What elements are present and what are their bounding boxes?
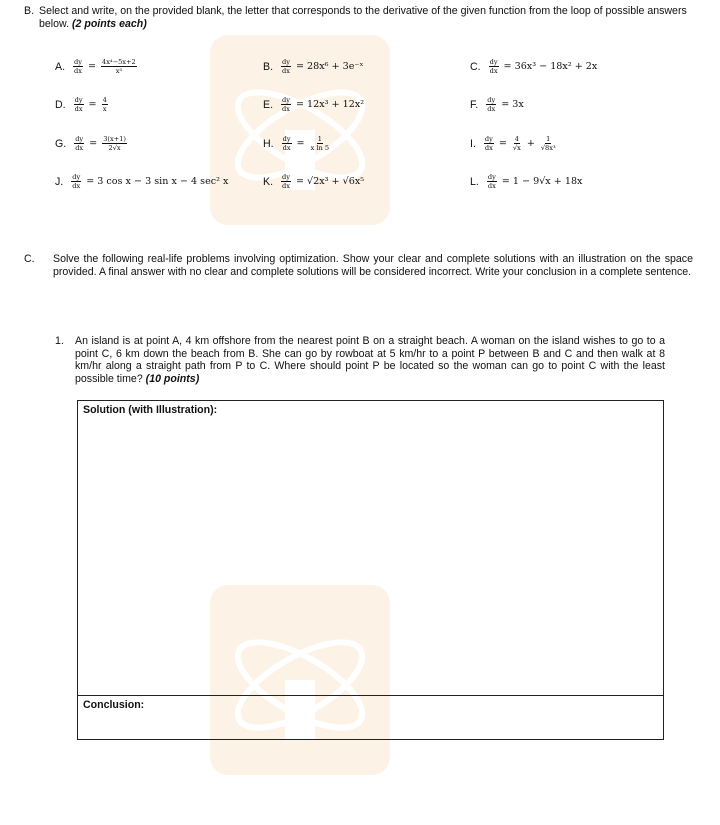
answer-fraction-2: $\frac{1}{\text{√8x³}}$ (540, 135, 556, 152)
choice-e (263, 96, 364, 113)
dydx-fraction: $\frac{dy}{dx}$ (282, 58, 290, 75)
section-c-instruction: Solve the following real-life problems involving optimization. Show your clear and complete solutions with an illustration on the space provided. A final answer with no clear and complete solutions will be considered incorrect. Write your conclusion in a complete sentence. (53, 253, 693, 278)
choice-i (470, 135, 559, 152)
answer-terms: 1 − 9√x + 18x (512, 176, 583, 187)
choice-expression: $\frac{dy}{dx}$ = $\frac{4}{x}$ (74, 96, 107, 113)
section-b-points: (2 points each) (72, 18, 147, 30)
answer-terms: 3x (512, 99, 524, 110)
answer-terms: 3 cos x − 3 sin x − 4 sec² x (97, 176, 229, 187)
choice-expression: $\frac{dy}{dx}$ = 3x (487, 96, 524, 113)
choice-k (263, 173, 364, 190)
dydx-fraction: $\frac{dy}{dx}$ (74, 96, 83, 113)
choice-j (55, 173, 228, 190)
choice-letter: D. (55, 98, 66, 111)
choice-g (55, 135, 129, 152)
answer-terms: √2x³ + √6x⁵ (307, 176, 365, 187)
dydx-fraction: $\frac{dy}{dx}$ (487, 173, 496, 190)
box-divider (78, 695, 663, 696)
choice-expression: $\frac{dy}{dx}$ = 1 − 9√x + 18x (487, 173, 583, 190)
solution-label: Solution (with Illustration): (83, 404, 218, 416)
dydx-fraction: $\frac{dy}{dx}$ (282, 96, 290, 113)
choice-expression: $\frac{dy}{dx}$ = $\frac{3(x+1)}{2√x}$ (75, 135, 126, 152)
choice-expression: $\frac{dy}{dx}$ = 12x³ + 12x² (282, 96, 365, 113)
answer-fraction: $\frac{4}{x}$ (102, 96, 107, 113)
choice-h (263, 135, 332, 152)
answer-box[interactable] (77, 400, 664, 740)
choice-expression: $\frac{dy}{dx}$ = 3 cos x − 3 sin x − 4 sec² x (72, 173, 229, 190)
dydx-fraction: $\frac{dy}{dx}$ (487, 96, 496, 113)
choice-expression: $\frac{dy}{dx}$ = √2x³ + √6x⁵ (282, 173, 365, 190)
answer-terms: 36x³ − 18x² + 2x (514, 61, 598, 72)
choice-letter: C. (470, 60, 481, 73)
choice-expression: $\frac{dy}{dx}$ = $\frac{4}{√x}$ + $\frac{1}{\text{√8x³}}$ (484, 135, 556, 152)
choice-c (470, 58, 597, 75)
answer-terms: 12x³ + 12x² (307, 99, 365, 110)
section-b-letter: B. (24, 5, 35, 17)
section-b-instruction (39, 5, 699, 31)
problem-points: (10 points) (145, 372, 200, 385)
choice-expression: $\frac{dy}{dx}$ = 28x⁶ + 3e⁻ˣ (282, 58, 364, 75)
section-b-instruction-text: Select and write, on the provided blank, the letter that corresponds to the derivative of the given function from the loop of possible answers below. (39, 5, 687, 30)
choice-expression: $\frac{dy}{dx}$ = 36x³ − 18x² + 2x (489, 58, 598, 75)
answer-fraction: $\frac{4}{√x}$ (512, 135, 521, 152)
choice-expression: $\frac{dy}{dx}$ = $\frac{1}{\text{x ln 5}}$ (282, 135, 330, 152)
choice-l (470, 173, 582, 190)
choice-d (55, 96, 110, 113)
choice-b (263, 58, 364, 75)
dydx-fraction: $\frac{dy}{dx}$ (484, 135, 493, 152)
section-c-letter: C. (24, 253, 35, 265)
problem-text (75, 335, 665, 385)
choice-letter: B. (263, 60, 274, 73)
dydx-fraction: $\frac{dy}{dx}$ (489, 58, 498, 75)
dydx-fraction: $\frac{dy}{dx}$ (72, 173, 81, 190)
choice-letter: F. (470, 98, 479, 111)
choice-f (470, 96, 524, 113)
answer-fraction: $\frac{\text{4x⁴−5x+2}}{\text{x³}}$ (102, 58, 136, 75)
dydx-fraction: $\frac{dy}{dx}$ (74, 58, 82, 75)
dydx-fraction: $\frac{dy}{dx}$ (282, 173, 290, 190)
problem-statement: An island is at point A, 4 km offshore from the nearest point B on a straight beach. A woman on the island wishes to go to a point C, 6 km down the beach from B. She can go by rowboat at 5 km/hr to a point P between B and C and then walk at 8 km/hr along a straight path from P to C. Where should point P be located so the woman can go to point C with the least possible time? (75, 335, 665, 385)
answer-fraction: $\frac{1}{\text{x ln 5}}$ (310, 135, 330, 152)
dydx-fraction: $\frac{dy}{dx}$ (282, 135, 291, 152)
choice-letter: K. (263, 175, 274, 188)
conclusion-label: Conclusion: (83, 699, 145, 711)
choice-letter: E. (263, 98, 274, 111)
choice-letter: G. (55, 137, 67, 150)
choice-letter: I. (470, 137, 476, 150)
choice-letter: A. (55, 60, 66, 73)
choice-letter: L. (470, 175, 479, 188)
choice-expression: $\frac{dy}{dx}$ = $\frac{\text{4x⁴−5x+2}}{\text{x³}}$ (74, 58, 136, 75)
choice-letter: J. (55, 175, 64, 188)
answer-fraction: $\frac{3(x+1)}{2√x}$ (103, 135, 126, 152)
choice-letter: H. (263, 137, 274, 150)
answer-terms: 28x⁶ + 3e⁻ˣ (307, 61, 364, 72)
dydx-fraction: $\frac{dy}{dx}$ (75, 135, 84, 152)
problem-number: 1. (55, 335, 64, 347)
choice-a (55, 58, 139, 75)
